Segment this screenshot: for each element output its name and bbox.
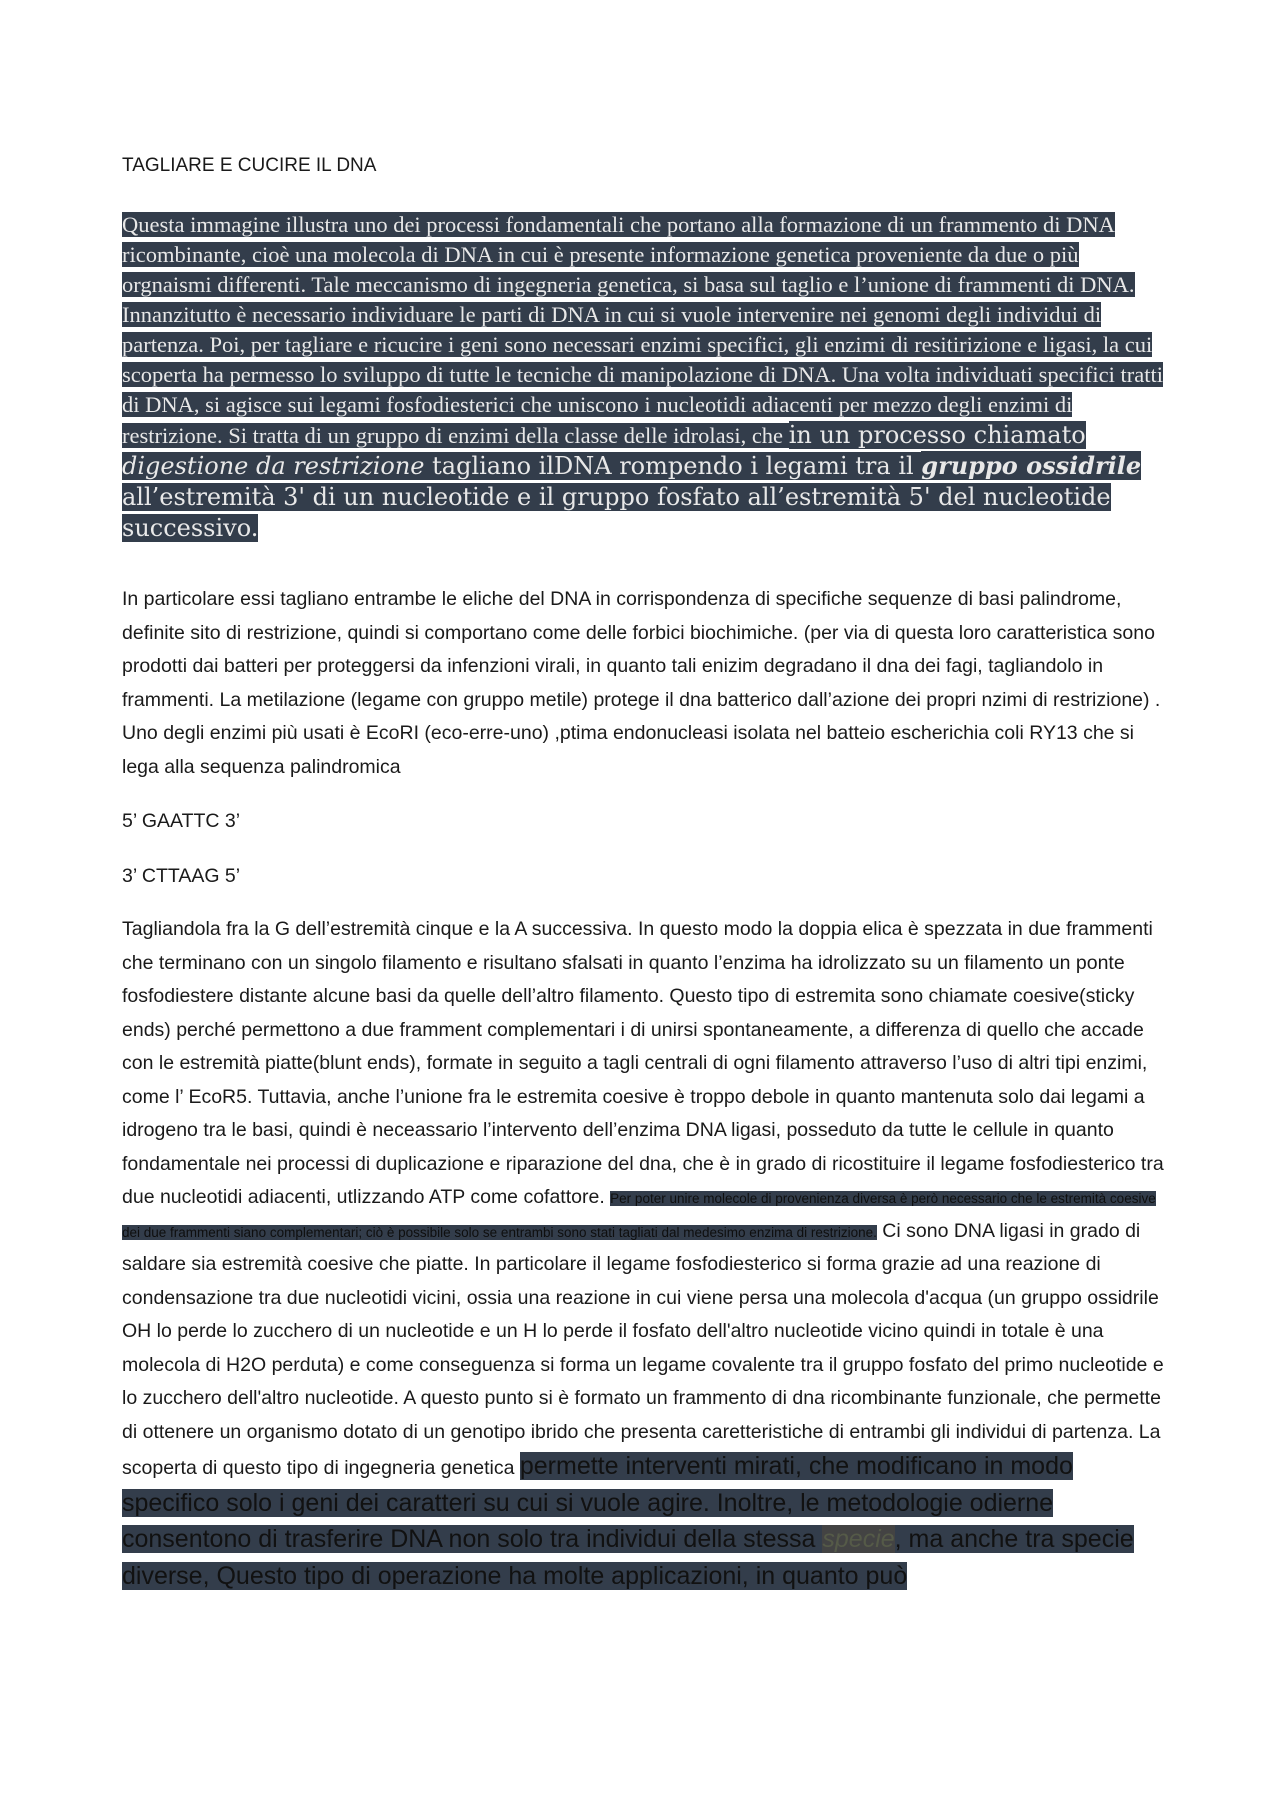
intro-bold-italic-term: gruppo ossidrile (921, 451, 1142, 480)
paragraph-ligase (122, 913, 1167, 1595)
intro-text-part3: tagliano ilDNA rompendo i legami tra il (424, 452, 922, 480)
intro-text-part4: all’estremità 3' di un nucleotide e il gruppo fosfato all’estremità 5' del nucleotide successivo. (122, 483, 1111, 542)
intro-text-part1: Questa immagine illustra uno dei processi fondamentali che portano alla formazione di un frammento di DNA ricombinante, cioè una molecola di DNA in cui è presente informazione genetica proveniente da due o più orgnaismi differenti. Tale meccanismo di ingegneria genetica, si basa sul taglio e l’unione di frammenti di DNA. Innanzitutto è necessario individuare le parti di DNA in cui si vuole intervenire nei genomi degli individui di partenza. Poi, per tagliare e ricucire i geni sono necessari enzimi specifici, gli enzimi di resitirizione e ligasi, la cui scoperta ha permesso lo sviluppo di tutte le tecniche di manipolazione di DNA. Una volta individuati specifici tratti di DNA, si agisce sui legami fosfodiesterici che uniscono i nucleotidi adiacenti per mezzo degli enzimi di restrizione. Si tratta di un gruppo di enzimi della classe delle idrolasi, che (122, 212, 1163, 448)
sequence-line-2: 3’ CTTAAG 5’ (122, 865, 241, 887)
sequence-line-1: 5’ GAATTC 3’ (122, 810, 241, 832)
intro-text-part2: in un processo chiamato (788, 421, 1086, 449)
paragraph-ligase-part2: Ci sono DNA ligasi in grado di saldare sia estremità coesive che piatte. In particolare il legame fosfodiesterico si forma grazie ad una reazione di condensazione tra due nucleotidi vicini, ossia una reazione in cui viene persa una molecola d'acqua (un gruppo ossidrile OH lo perde lo zucchero di un nucleotide e un H lo perde il fosfato dell'altro nucleotide vicino quindi in totale è una molecola di H2O perduta) e come conseguenza si forma un legame covalente tra il gruppo fosfato del primo nucleotide e lo zucchero dell'altro nucleotide. A questo punto si è formato un frammento di dna ricombinante funzionale, che permette di ottenere un organismo dotato di un genotipo ibrido che presenta caretteristiche di entrambi gli individui di partenza. La scoperta di questo tipo di ingegneria genetica (122, 1219, 1164, 1479)
document-title: TAGLIARE E CUCIRE IL DNA (122, 155, 377, 176)
small-highlighted-note: Per poter unire molecole di provenienza diversa è però necessario che le estremità coesive dei due frammenti siano complementari; ciò è possibile solo se entrambi sono stati tagliati dal medesimo enzima di restrizione. (122, 1191, 1156, 1240)
intro-italic-term: digestione da restrizione (122, 452, 425, 480)
paragraph-restriction-enzymes: In particolare essi tagliano entrambe le eliche del DNA in corrispondenza di specifiche sequenze di basi palindrome, definite sito di restrizione, quindi si comportano come delle forbici biochimiche. (per via di questa loro caratteristica sono prodotti dai batteri per proteggersi da infenzioni virali, in quanto tali enizim degradano il dna dei fagi, tagliandolo in frammenti. La metilazione (legame con gruppo metile) protege il dna batterico dall’azione dei propri nzimi di restrizione) . Uno degli enzimi più usati è EcoRI (eco-erre-uno) ,ptima endonucleasi isolata nel batteio escherichia coli RY13 che si lega alla sequenza palindromica (122, 588, 1161, 778)
large-highlighted-text-1: permette interventi mirati, che modificano in modo specifico solo i geni dei caratteri su cui si vuole agire. Inoltre, le metodologie odierne consentono di trasferire DNA non solo tra individui della stessa (122, 1452, 1073, 1553)
paragraph-ligase-part1: Tagliandola fra la G dell’estremità cinque e la A successiva. In questo modo la doppia elica è spezzata in due frammenti che terminano con un singolo filamento e risultano sfalsati in quanto l’enzima ha idrolizzato su un filamento un ponte fosfodiestere distante alcune basi da quelle dell’altro filamento. Questo tipo di estremita sono chiamate coesive(sticky ends) perché permettono a due framment complementari i di unirsi spontaneamente, a differenza di quello che accade con le estremità piatte(blunt ends), formate in seguito a tagli centrali di ogni filamento attraverso l’uso di altri tipi enzimi, come l’ EcoR5. Tuttavia, anche l’unione fra le estremita coesive è troppo debole in quanto mantenuta solo dai legami a idrogeno tra le basi, quindi è neceassario l’intervento dell’enzima DNA ligasi, posseduto da tutte le cellule in quanto fondamentale nei processi di duplicazione e riparazione del dna, che è in grado di ricostituire il legame fosfodiesterico tra due nucleotidi adiacenti, utlizzando ATP come cofattore. (122, 918, 1164, 1208)
highlighted-word-specie: specie (822, 1525, 895, 1553)
intro-paragraph (122, 208, 1165, 548)
large-highlighted-text-2: , ma anche tra specie diverse, Questo tipo di operazione ha molte applicazioni, in quanto può (122, 1525, 1134, 1590)
